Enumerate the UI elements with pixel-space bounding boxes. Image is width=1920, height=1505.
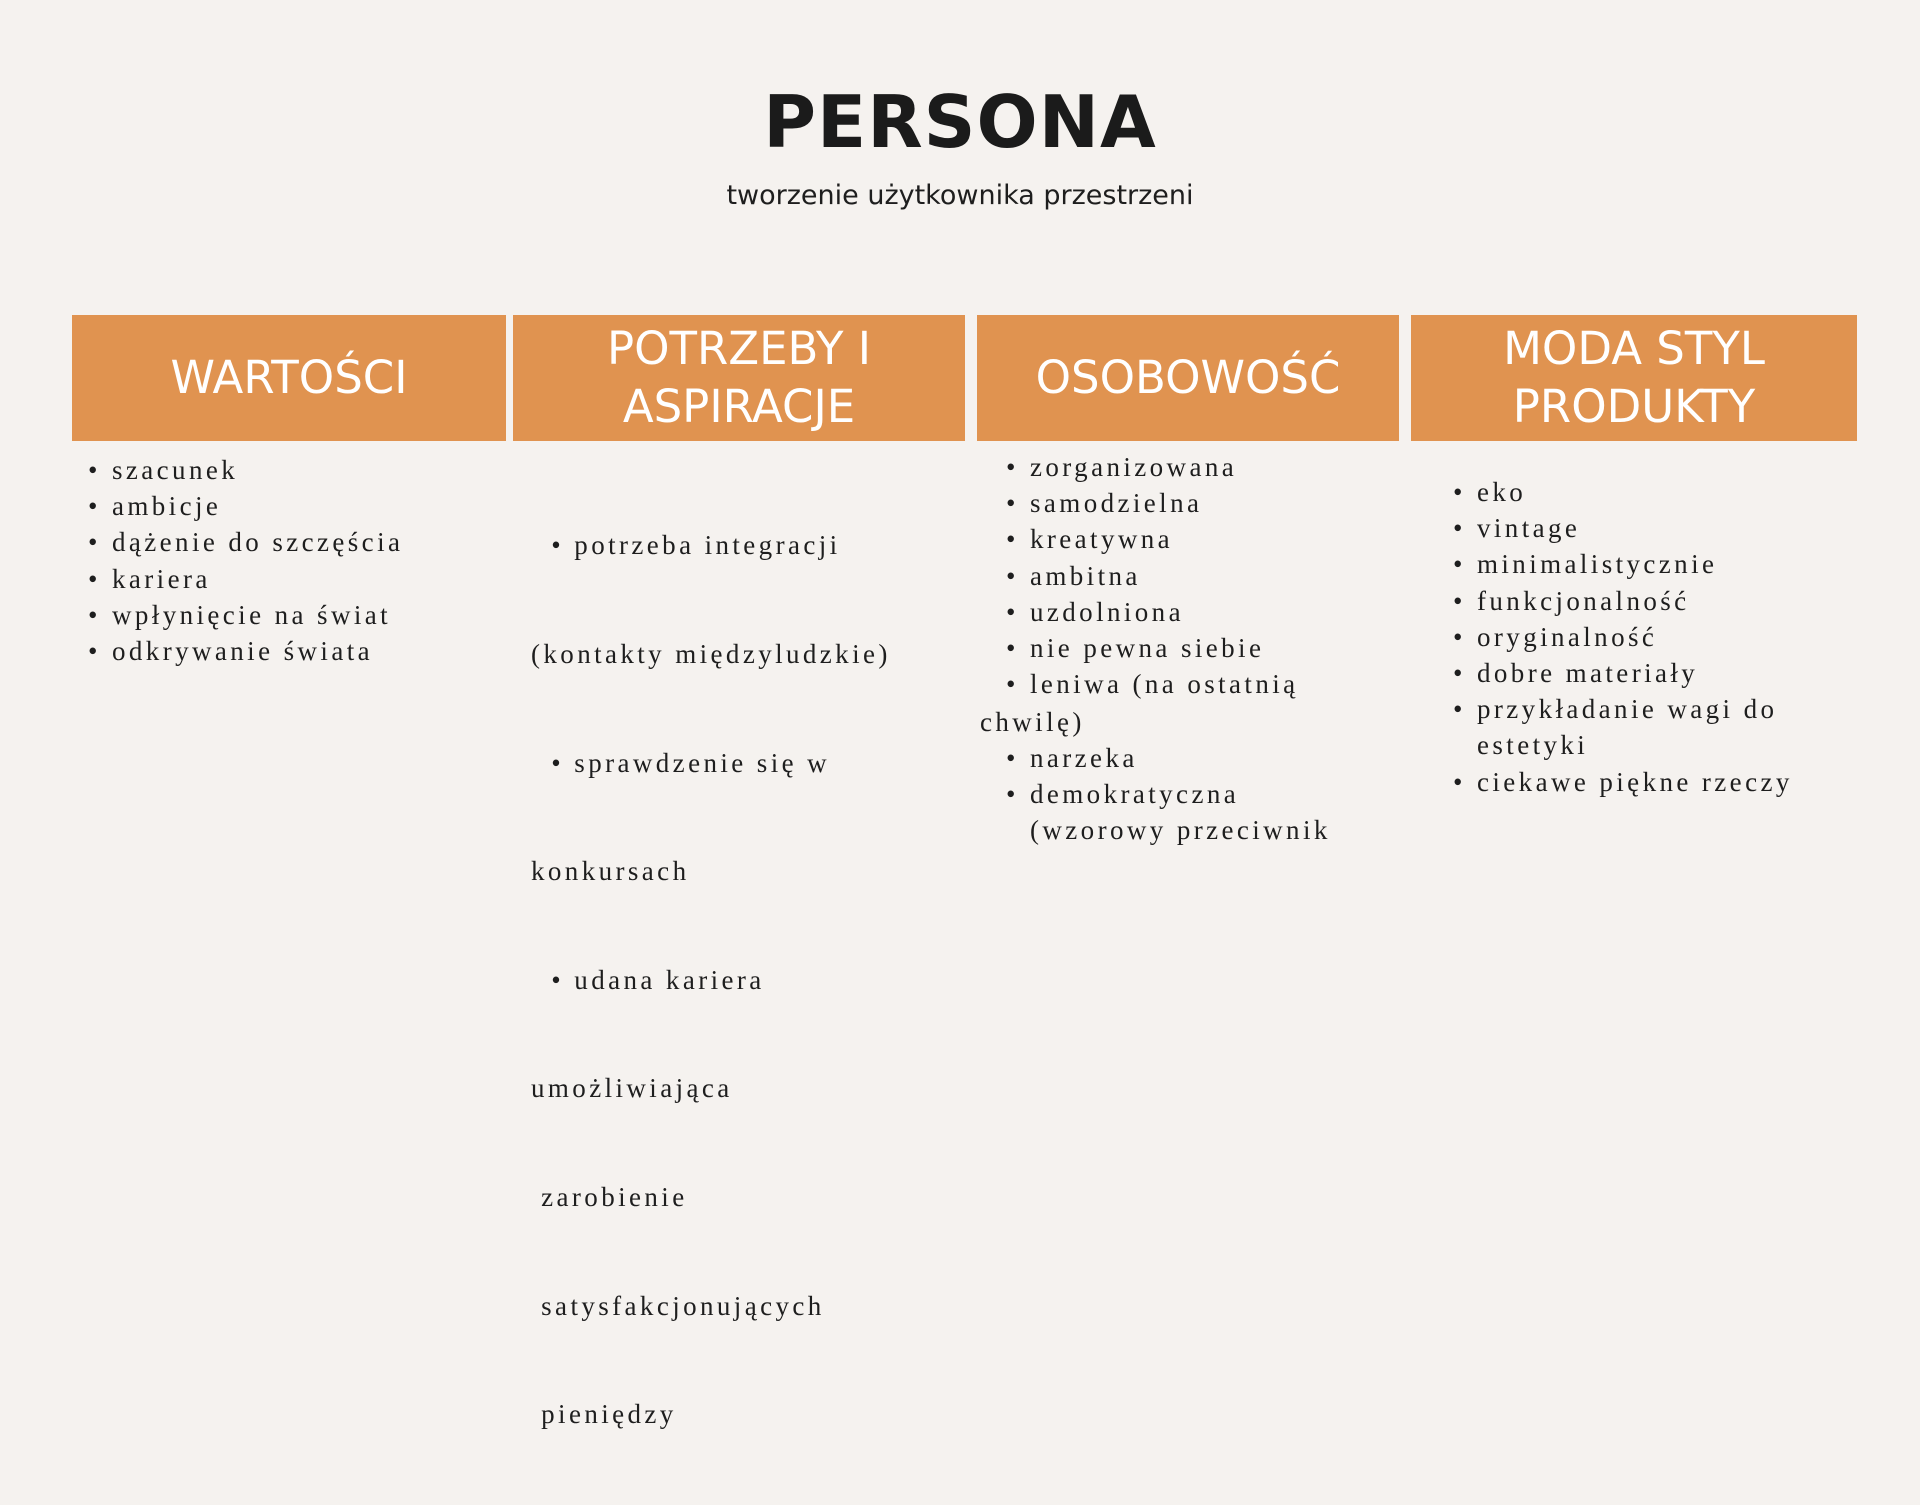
- list-osobowosc: [1006, 449, 1299, 702]
- list-item: • kariera: [88, 561, 403, 597]
- bullet-icon: •: [1006, 596, 1019, 627]
- bullet-icon: •: [1006, 560, 1019, 591]
- list-line: pieniędzy: [531, 1399, 677, 1430]
- bullet-icon: •: [1453, 513, 1466, 544]
- list-line: • udana kariera: [531, 964, 765, 995]
- list-line: (kontakty międzyludzkie): [531, 639, 891, 670]
- list-line: • sprawdzenie się w: [531, 747, 831, 778]
- bullet-icon: •: [88, 527, 101, 558]
- list-item: • vintage: [1453, 510, 1793, 546]
- list-potrzeby: [531, 455, 891, 1505]
- bullet-icon: •: [1006, 743, 1019, 773]
- bullet-icon: •: [1453, 477, 1466, 507]
- column-header-moda: MODA STYL PRODUKTY: [1411, 315, 1857, 441]
- list-line: • potrzeba integracji: [531, 530, 841, 561]
- list-item: • odkrywanie świata: [88, 633, 403, 669]
- list-item: • zorganizowana: [1006, 449, 1299, 485]
- list-wartosci: [88, 452, 403, 669]
- list-item: • funkcjonalność: [1453, 583, 1793, 619]
- bullet-icon: •: [88, 599, 101, 630]
- page-subtitle: tworzenie użytkownika przestrzeni: [726, 180, 1194, 211]
- list-item: • narzeka: [1006, 740, 1331, 776]
- bullet-icon: •: [1006, 524, 1019, 555]
- list-wrap-line: chwilę): [980, 707, 1085, 737]
- list-item: • szacunek: [88, 452, 403, 488]
- column-header-osobowosc: OSOBOWOŚĆ: [977, 315, 1399, 441]
- bullet-icon: •: [1453, 585, 1466, 616]
- list-item: • minimalistycznie: [1453, 546, 1793, 582]
- list-line: zarobienie: [531, 1182, 688, 1213]
- bullet-icon: •: [88, 455, 101, 485]
- list-item: • leniwa (na ostatnią: [1006, 666, 1299, 702]
- list-item: • dobre materiały: [1453, 655, 1793, 691]
- bullet-icon: •: [1453, 549, 1466, 580]
- bullet-icon: •: [1006, 633, 1019, 664]
- bullet-icon: •: [1453, 621, 1466, 652]
- bullet-icon: •: [88, 491, 101, 522]
- list-line: satysfakcjonujących: [531, 1290, 825, 1321]
- page-title: PERSONA: [763, 80, 1157, 164]
- list-item: • ciekawe piękne rzeczy: [1453, 764, 1793, 800]
- bullet-icon: •: [1006, 488, 1019, 519]
- list-item: • przykładanie wagi do estetyki: [1453, 691, 1793, 763]
- bullet-icon: •: [88, 636, 101, 667]
- list-line: umożliwiająca: [531, 1073, 733, 1104]
- bullet-icon: •: [1006, 452, 1019, 482]
- list-item: • ambicje: [88, 488, 403, 524]
- list-item: • eko: [1453, 474, 1793, 510]
- list-moda: [1453, 474, 1793, 800]
- bullet-icon: •: [1453, 766, 1466, 797]
- list-item: • oryginalność: [1453, 619, 1793, 655]
- list-item: • dążenie do szczęścia: [88, 524, 403, 560]
- column-header-potrzeby: POTRZEBY I ASPIRACJE: [513, 315, 965, 441]
- bullet-icon: •: [1453, 658, 1466, 689]
- list-item: • uzdolniona: [1006, 594, 1299, 630]
- bullet-icon: •: [1453, 694, 1466, 725]
- list-item: • demokratyczna (wzorowy przeciwnik: [1006, 776, 1331, 848]
- list-item: • wpłynięcie na świat: [88, 597, 403, 633]
- list-item: • nie pewna siebie: [1006, 630, 1299, 666]
- bullet-icon: •: [1006, 779, 1019, 810]
- list-item: • samodzielna: [1006, 485, 1299, 521]
- list-item: • kreatywna: [1006, 521, 1299, 557]
- column-header-wartosci: WARTOŚCI: [72, 315, 506, 441]
- bullet-icon: •: [1006, 669, 1019, 700]
- bullet-icon: •: [88, 563, 101, 594]
- list-line: konkursach: [531, 856, 690, 887]
- list-osobowosc-cont: [1006, 740, 1331, 849]
- list-item: • ambitna: [1006, 558, 1299, 594]
